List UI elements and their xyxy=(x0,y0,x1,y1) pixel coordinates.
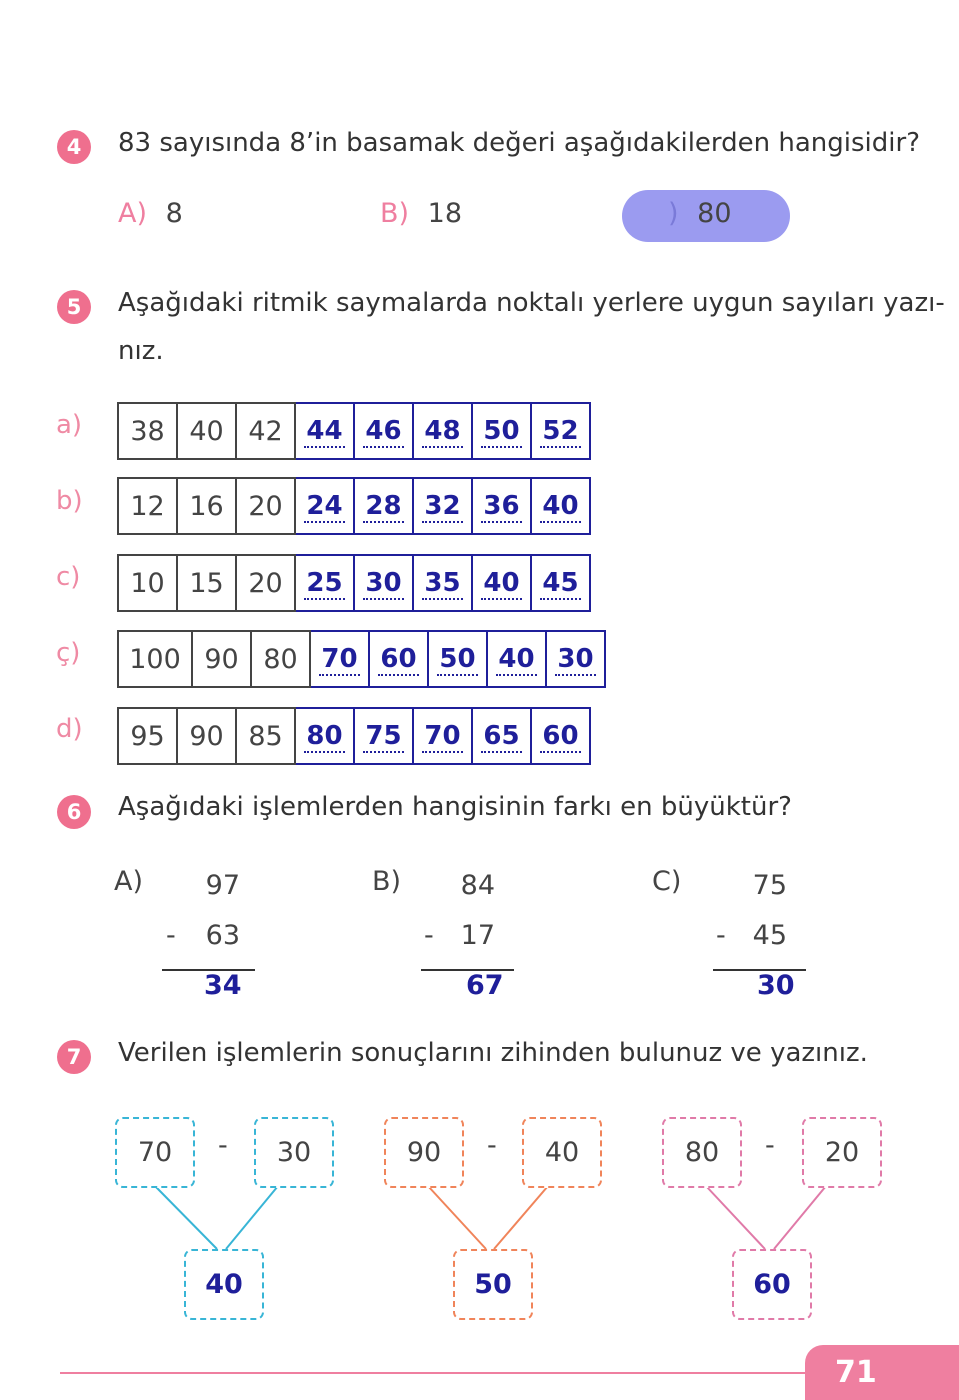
answer-value: 35 xyxy=(424,568,461,598)
answer-value: 60 xyxy=(380,644,417,674)
question-5-text-line2: nız. xyxy=(118,336,164,366)
q6-a-result[interactable]: 34 xyxy=(204,970,242,1001)
q7-g2-result[interactable]: 50 xyxy=(453,1249,533,1320)
answer-value: 24 xyxy=(306,491,343,521)
question-7-text: Verilen işlemlerin sonuçlarını zihinden bulunuz ve yazınız. xyxy=(118,1038,868,1068)
q6-b-bottom: 17 xyxy=(460,920,495,951)
answer-value: 28 xyxy=(365,491,402,521)
q7-g1-result[interactable]: 40 xyxy=(184,1249,264,1320)
q6-c-bottom: 45 xyxy=(752,920,787,951)
given-cell: 85 xyxy=(236,708,295,764)
row-label-d: d) xyxy=(56,714,83,744)
answer-value: 40 xyxy=(542,491,579,521)
answer-value: 30 xyxy=(365,568,402,598)
question-number-6: 6 xyxy=(57,795,91,829)
answer-value: 30 xyxy=(557,644,594,674)
q6-a-top: 97 xyxy=(205,870,240,901)
given-cell: 10 xyxy=(118,555,177,611)
question-6-text: Aşağıdaki işlemlerden hangisinin farkı en büyüktür? xyxy=(118,792,792,822)
question-number-4: 4 xyxy=(57,130,91,164)
answer-value: 70 xyxy=(321,644,358,674)
given-cell: 38 xyxy=(118,403,177,459)
row-label-b: b) xyxy=(56,486,83,516)
answer-value: 46 xyxy=(365,416,402,446)
q6-c-top: 75 xyxy=(752,870,787,901)
option-letter: ) xyxy=(668,198,679,229)
answer-value: 25 xyxy=(306,568,343,598)
answer-value: 36 xyxy=(483,491,520,521)
given-cell: 16 xyxy=(177,478,236,534)
option-value: 80 xyxy=(697,198,732,229)
answer-value: 40 xyxy=(498,644,535,674)
question-4-text: 83 sayısında 8’in basamak değeri aşağıdakilerden hangisidir? xyxy=(118,128,920,158)
row-label-c-cedilla: ç) xyxy=(56,638,81,668)
answer-value: 60 xyxy=(542,721,579,751)
page-number: 71 xyxy=(805,1345,959,1400)
row-label-c: c) xyxy=(56,562,81,592)
question-number-7: 7 xyxy=(57,1040,91,1074)
q7-g2-operand-a: 90 xyxy=(384,1117,464,1188)
given-cell: 100 xyxy=(118,631,192,687)
q7-g2-minus: - xyxy=(487,1130,497,1161)
option-value: 18 xyxy=(427,198,463,229)
q7-g2-operand-b: 40 xyxy=(522,1117,602,1188)
given-cell: 95 xyxy=(118,708,177,764)
q7-g3-minus: - xyxy=(765,1130,775,1161)
given-cell: 12 xyxy=(118,478,177,534)
answer-value: 45 xyxy=(542,568,579,598)
q7-g3-operand-b: 20 xyxy=(802,1117,882,1188)
answer-value: 75 xyxy=(365,721,402,751)
q6-option-c-letter[interactable]: C) xyxy=(652,866,682,897)
answer-value: 32 xyxy=(424,491,461,521)
q6-c-minus: - xyxy=(716,920,726,951)
answer-value: 50 xyxy=(483,416,520,446)
given-cell: 80 xyxy=(251,631,310,687)
option-letter: B) xyxy=(380,198,410,229)
answer-value: 52 xyxy=(542,416,579,446)
q6-b-minus: - xyxy=(424,920,434,951)
q7-g1-operand-b: 30 xyxy=(254,1117,334,1188)
question-number-5: 5 xyxy=(57,290,91,324)
row-label-a: a) xyxy=(56,410,83,440)
q6-option-a-letter[interactable]: A) xyxy=(114,866,144,897)
answer-value: 48 xyxy=(424,416,461,446)
answer-value: 80 xyxy=(306,721,343,751)
answer-value: 40 xyxy=(483,568,520,598)
answer-value: 44 xyxy=(306,416,343,446)
answer-value: 65 xyxy=(483,721,520,751)
option-letter: A) xyxy=(118,198,148,229)
answer-value: 50 xyxy=(439,644,476,674)
footer-divider xyxy=(60,1372,805,1374)
given-cell: 20 xyxy=(236,555,295,611)
given-cell: 42 xyxy=(236,403,295,459)
q7-g3-operand-a: 80 xyxy=(662,1117,742,1188)
given-cell: 40 xyxy=(177,403,236,459)
q6-a-minus: - xyxy=(166,920,176,951)
given-cell: 20 xyxy=(236,478,295,534)
q7-g3-result[interactable]: 60 xyxy=(732,1249,812,1320)
q7-g1-operand-a: 70 xyxy=(115,1117,195,1188)
given-cell: 90 xyxy=(192,631,251,687)
q7-g1-minus: - xyxy=(218,1130,228,1161)
given-cell: 90 xyxy=(177,708,236,764)
question-5-text-line1: Aşağıdaki ritmik saymalarda noktalı yerlere uygun sayıları yazı- xyxy=(118,288,945,318)
q6-option-b-letter[interactable]: B) xyxy=(372,866,402,897)
q6-b-top: 84 xyxy=(460,870,495,901)
option-value: 8 xyxy=(165,198,183,229)
answer-value: 70 xyxy=(424,721,461,751)
q6-a-bottom: 63 xyxy=(205,920,240,951)
given-cell: 15 xyxy=(177,555,236,611)
q6-c-result[interactable]: 30 xyxy=(757,970,795,1001)
q6-b-result[interactable]: 67 xyxy=(466,970,504,1001)
